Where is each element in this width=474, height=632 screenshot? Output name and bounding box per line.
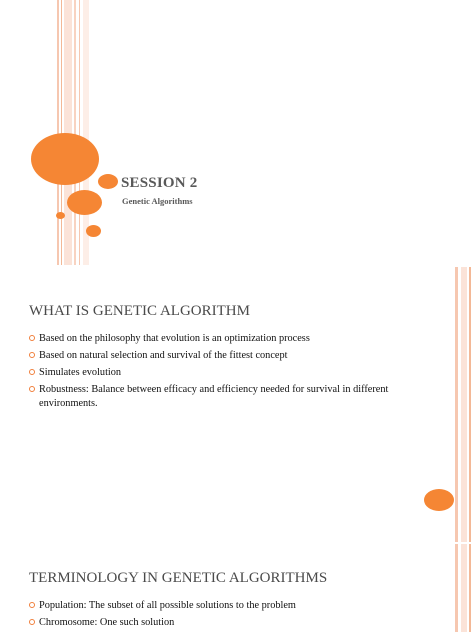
bullet-ring-icon	[29, 619, 35, 625]
decorative-stripe	[455, 267, 458, 542]
bullet-list	[29, 332, 429, 414]
decorative-circle-medium	[67, 190, 102, 215]
decorative-stripe	[469, 544, 471, 632]
title-slide	[0, 0, 474, 265]
bullet-ring-icon	[29, 335, 35, 341]
decorative-circle-tiny	[56, 212, 65, 219]
content-slide-terminology	[3, 544, 474, 632]
slide-title: SESSION 2	[121, 175, 198, 191]
bullet-ring-icon	[29, 602, 35, 608]
decorative-circle-large	[31, 133, 99, 185]
decorative-stripe	[461, 267, 467, 542]
decorative-stripe	[455, 544, 458, 632]
decorative-circle-small	[98, 174, 118, 189]
decorative-stripe	[469, 267, 471, 542]
slide-title: WHAT IS GENETIC ALGORITHM	[29, 303, 250, 319]
bullet-ring-icon	[29, 369, 35, 375]
decorative-stripe	[79, 0, 80, 265]
list-item: Based on natural selection and survival of the fittest concept	[29, 349, 429, 363]
list-item: Based on the philosophy that evolution is an optimization process	[29, 332, 429, 346]
bullet-ring-icon	[29, 386, 35, 392]
decorative-circle	[424, 489, 454, 511]
list-item: Robustness: Balance between efficacy and efficiency needed for survival in different environments.	[29, 383, 429, 411]
bullet-ring-icon	[29, 352, 35, 358]
decorative-stripe	[74, 0, 76, 265]
list-item: Simulates evolution	[29, 366, 429, 380]
slide-title: TERMINOLOGY IN GENETIC ALGORITHMS	[29, 570, 328, 586]
slide-subtitle: Genetic Algorithms	[122, 196, 193, 206]
decorative-stripe	[461, 544, 467, 632]
bullet-list	[29, 599, 449, 632]
content-slide-what-is-ga	[3, 267, 474, 542]
list-item: Population: The subset of all possible solutions to the problem	[29, 599, 449, 613]
list-item: Chromosome: One such solution	[29, 616, 449, 630]
decorative-circle-small	[86, 225, 101, 237]
